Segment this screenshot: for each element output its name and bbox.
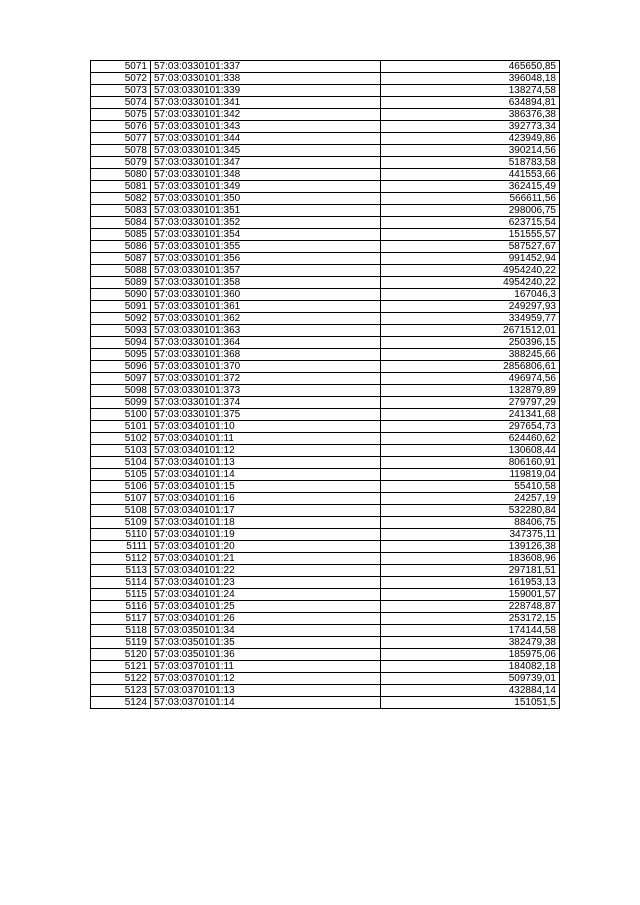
cadastral-number-cell: 57:03:0330101:343 bbox=[151, 121, 381, 133]
row-number-cell: 5106 bbox=[91, 481, 151, 493]
cadastral-number-cell: 57:03:0330101:351 bbox=[151, 205, 381, 217]
table-row bbox=[91, 229, 560, 241]
value-cell: 4954240,22 bbox=[381, 265, 560, 277]
row-number-cell: 5097 bbox=[91, 373, 151, 385]
row-number-cell: 5117 bbox=[91, 613, 151, 625]
value-cell: 253172,15 bbox=[381, 613, 560, 625]
table-row bbox=[91, 181, 560, 193]
cadastral-number-cell: 57:03:0330101:354 bbox=[151, 229, 381, 241]
cadastral-number-cell: 57:03:0330101:345 bbox=[151, 145, 381, 157]
cadastral-number-cell: 57:03:0330101:362 bbox=[151, 313, 381, 325]
value-cell: 24257,19 bbox=[381, 493, 560, 505]
table-row bbox=[91, 517, 560, 529]
row-number-cell: 5081 bbox=[91, 181, 151, 193]
row-number-cell: 5100 bbox=[91, 409, 151, 421]
value-cell: 2856806,61 bbox=[381, 361, 560, 373]
row-number-cell: 5120 bbox=[91, 649, 151, 661]
row-number-cell: 5119 bbox=[91, 637, 151, 649]
table-row bbox=[91, 625, 560, 637]
value-cell: 806160,91 bbox=[381, 457, 560, 469]
cadastral-value-table bbox=[90, 60, 560, 709]
cadastral-number-cell: 57:03:0330101:348 bbox=[151, 169, 381, 181]
table-row bbox=[91, 169, 560, 181]
cadastral-number-cell: 57:03:0340101:20 bbox=[151, 541, 381, 553]
row-number-cell: 5122 bbox=[91, 673, 151, 685]
table-row bbox=[91, 109, 560, 121]
cadastral-number-cell: 57:03:0330101:360 bbox=[151, 289, 381, 301]
cadastral-number-cell: 57:03:0340101:11 bbox=[151, 433, 381, 445]
cadastral-number-cell: 57:03:0340101:16 bbox=[151, 493, 381, 505]
value-cell: 297654,73 bbox=[381, 421, 560, 433]
cadastral-number-cell: 57:03:0340101:13 bbox=[151, 457, 381, 469]
cadastral-number-cell: 57:03:0330101:368 bbox=[151, 349, 381, 361]
table-row bbox=[91, 481, 560, 493]
row-number-cell: 5077 bbox=[91, 133, 151, 145]
table-body bbox=[91, 61, 560, 709]
table-row bbox=[91, 85, 560, 97]
table-row bbox=[91, 157, 560, 169]
table-row bbox=[91, 469, 560, 481]
table-row bbox=[91, 205, 560, 217]
table-row bbox=[91, 121, 560, 133]
cadastral-number-cell: 57:03:0330101:347 bbox=[151, 157, 381, 169]
cadastral-number-cell: 57:03:0340101:25 bbox=[151, 601, 381, 613]
cadastral-number-cell: 57:03:0330101:337 bbox=[151, 61, 381, 73]
value-cell: 991452,94 bbox=[381, 253, 560, 265]
value-cell: 2671512,01 bbox=[381, 325, 560, 337]
cadastral-number-cell: 57:03:0330101:364 bbox=[151, 337, 381, 349]
table-row bbox=[91, 637, 560, 649]
table-row bbox=[91, 409, 560, 421]
table-row bbox=[91, 493, 560, 505]
row-number-cell: 5115 bbox=[91, 589, 151, 601]
value-cell: 465650,85 bbox=[381, 61, 560, 73]
value-cell: 151051,5 bbox=[381, 697, 560, 709]
table-row bbox=[91, 433, 560, 445]
value-cell: 55410,58 bbox=[381, 481, 560, 493]
cadastral-number-cell: 57:03:0330101:373 bbox=[151, 385, 381, 397]
cadastral-number-cell: 57:03:0340101:15 bbox=[151, 481, 381, 493]
value-cell: 298006,75 bbox=[381, 205, 560, 217]
value-cell: 151555,57 bbox=[381, 229, 560, 241]
cadastral-number-cell: 57:03:0330101:370 bbox=[151, 361, 381, 373]
table-row bbox=[91, 145, 560, 157]
cadastral-number-cell: 57:03:0350101:35 bbox=[151, 637, 381, 649]
row-number-cell: 5118 bbox=[91, 625, 151, 637]
row-number-cell: 5098 bbox=[91, 385, 151, 397]
cadastral-number-cell: 57:03:0330101:361 bbox=[151, 301, 381, 313]
cadastral-number-cell: 57:03:0330101:342 bbox=[151, 109, 381, 121]
row-number-cell: 5088 bbox=[91, 265, 151, 277]
row-number-cell: 5089 bbox=[91, 277, 151, 289]
row-number-cell: 5094 bbox=[91, 337, 151, 349]
row-number-cell: 5099 bbox=[91, 397, 151, 409]
table-row bbox=[91, 361, 560, 373]
row-number-cell: 5086 bbox=[91, 241, 151, 253]
value-cell: 279797,29 bbox=[381, 397, 560, 409]
row-number-cell: 5109 bbox=[91, 517, 151, 529]
cadastral-number-cell: 57:03:0330101:358 bbox=[151, 277, 381, 289]
value-cell: 297181,51 bbox=[381, 565, 560, 577]
row-number-cell: 5111 bbox=[91, 541, 151, 553]
cadastral-number-cell: 57:03:0370101:13 bbox=[151, 685, 381, 697]
table-row bbox=[91, 97, 560, 109]
row-number-cell: 5084 bbox=[91, 217, 151, 229]
value-cell: 167046,3 bbox=[381, 289, 560, 301]
table-row bbox=[91, 337, 560, 349]
value-cell: 183608,96 bbox=[381, 553, 560, 565]
table-row bbox=[91, 301, 560, 313]
row-number-cell: 5102 bbox=[91, 433, 151, 445]
row-number-cell: 5116 bbox=[91, 601, 151, 613]
row-number-cell: 5104 bbox=[91, 457, 151, 469]
value-cell: 509739,01 bbox=[381, 673, 560, 685]
value-cell: 386376,38 bbox=[381, 109, 560, 121]
table-row bbox=[91, 577, 560, 589]
row-number-cell: 5095 bbox=[91, 349, 151, 361]
cadastral-number-cell: 57:03:0330101:363 bbox=[151, 325, 381, 337]
table-row bbox=[91, 445, 560, 457]
table-row bbox=[91, 697, 560, 709]
value-cell: 532280,84 bbox=[381, 505, 560, 517]
cadastral-number-cell: 57:03:0350101:34 bbox=[151, 625, 381, 637]
cadastral-number-cell: 57:03:0340101:10 bbox=[151, 421, 381, 433]
table-row bbox=[91, 349, 560, 361]
cadastral-number-cell: 57:03:0340101:21 bbox=[151, 553, 381, 565]
table-row bbox=[91, 61, 560, 73]
table-row bbox=[91, 553, 560, 565]
value-cell: 587527,67 bbox=[381, 241, 560, 253]
row-number-cell: 5110 bbox=[91, 529, 151, 541]
cadastral-number-cell: 57:03:0330101:339 bbox=[151, 85, 381, 97]
table-row bbox=[91, 421, 560, 433]
table-row bbox=[91, 313, 560, 325]
cadastral-number-cell: 57:03:0370101:11 bbox=[151, 661, 381, 673]
cadastral-number-cell: 57:03:0350101:36 bbox=[151, 649, 381, 661]
cadastral-number-cell: 57:03:0340101:19 bbox=[151, 529, 381, 541]
row-number-cell: 5083 bbox=[91, 205, 151, 217]
row-number-cell: 5074 bbox=[91, 97, 151, 109]
cadastral-number-cell: 57:03:0340101:24 bbox=[151, 589, 381, 601]
table-row bbox=[91, 289, 560, 301]
value-cell: 634894,81 bbox=[381, 97, 560, 109]
value-cell: 392773,34 bbox=[381, 121, 560, 133]
table-row bbox=[91, 277, 560, 289]
cadastral-number-cell: 57:03:0330101:356 bbox=[151, 253, 381, 265]
row-number-cell: 5121 bbox=[91, 661, 151, 673]
row-number-cell: 5087 bbox=[91, 253, 151, 265]
row-number-cell: 5072 bbox=[91, 73, 151, 85]
table-row bbox=[91, 649, 560, 661]
cadastral-number-cell: 57:03:0330101:375 bbox=[151, 409, 381, 421]
cadastral-number-cell: 57:03:0330101:338 bbox=[151, 73, 381, 85]
value-cell: 566611,56 bbox=[381, 193, 560, 205]
value-cell: 518783,58 bbox=[381, 157, 560, 169]
value-cell: 139126,38 bbox=[381, 541, 560, 553]
value-cell: 184082,18 bbox=[381, 661, 560, 673]
row-number-cell: 5091 bbox=[91, 301, 151, 313]
value-cell: 334959,77 bbox=[381, 313, 560, 325]
value-cell: 159001,57 bbox=[381, 589, 560, 601]
row-number-cell: 5080 bbox=[91, 169, 151, 181]
value-cell: 88406,75 bbox=[381, 517, 560, 529]
row-number-cell: 5114 bbox=[91, 577, 151, 589]
table-row bbox=[91, 325, 560, 337]
row-number-cell: 5124 bbox=[91, 697, 151, 709]
row-number-cell: 5073 bbox=[91, 85, 151, 97]
value-cell: 496974,56 bbox=[381, 373, 560, 385]
row-number-cell: 5092 bbox=[91, 313, 151, 325]
value-cell: 250396,15 bbox=[381, 337, 560, 349]
cadastral-number-cell: 57:03:0330101:355 bbox=[151, 241, 381, 253]
row-number-cell: 5101 bbox=[91, 421, 151, 433]
value-cell: 119819,04 bbox=[381, 469, 560, 481]
cadastral-number-cell: 57:03:0340101:26 bbox=[151, 613, 381, 625]
table-row bbox=[91, 601, 560, 613]
value-cell: 441553,66 bbox=[381, 169, 560, 181]
value-cell: 185975,06 bbox=[381, 649, 560, 661]
table-row bbox=[91, 193, 560, 205]
row-number-cell: 5123 bbox=[91, 685, 151, 697]
table-row bbox=[91, 565, 560, 577]
row-number-cell: 5071 bbox=[91, 61, 151, 73]
cadastral-number-cell: 57:03:0330101:374 bbox=[151, 397, 381, 409]
value-cell: 4954240,22 bbox=[381, 277, 560, 289]
cadastral-number-cell: 57:03:0340101:18 bbox=[151, 517, 381, 529]
row-number-cell: 5107 bbox=[91, 493, 151, 505]
table-row bbox=[91, 505, 560, 517]
value-cell: 241341,68 bbox=[381, 409, 560, 421]
row-number-cell: 5076 bbox=[91, 121, 151, 133]
cadastral-number-cell: 57:03:0340101:22 bbox=[151, 565, 381, 577]
value-cell: 390214,56 bbox=[381, 145, 560, 157]
table-row bbox=[91, 217, 560, 229]
value-cell: 132879,89 bbox=[381, 385, 560, 397]
value-cell: 161953,13 bbox=[381, 577, 560, 589]
value-cell: 624460,62 bbox=[381, 433, 560, 445]
cadastral-number-cell: 57:03:0340101:17 bbox=[151, 505, 381, 517]
table-row bbox=[91, 661, 560, 673]
value-cell: 130608,44 bbox=[381, 445, 560, 457]
row-number-cell: 5113 bbox=[91, 565, 151, 577]
value-cell: 174144,58 bbox=[381, 625, 560, 637]
cadastral-number-cell: 57:03:0330101:372 bbox=[151, 373, 381, 385]
table-row bbox=[91, 73, 560, 85]
value-cell: 382479,38 bbox=[381, 637, 560, 649]
cadastral-number-cell: 57:03:0370101:12 bbox=[151, 673, 381, 685]
cadastral-number-cell: 57:03:0330101:352 bbox=[151, 217, 381, 229]
table-row bbox=[91, 385, 560, 397]
table-row bbox=[91, 373, 560, 385]
row-number-cell: 5093 bbox=[91, 325, 151, 337]
cadastral-number-cell: 57:03:0330101:350 bbox=[151, 193, 381, 205]
table-row bbox=[91, 673, 560, 685]
value-cell: 362415,49 bbox=[381, 181, 560, 193]
table-row bbox=[91, 397, 560, 409]
cadastral-number-cell: 57:03:0330101:349 bbox=[151, 181, 381, 193]
row-number-cell: 5096 bbox=[91, 361, 151, 373]
row-number-cell: 5075 bbox=[91, 109, 151, 121]
table-row bbox=[91, 457, 560, 469]
value-cell: 396048,18 bbox=[381, 73, 560, 85]
row-number-cell: 5105 bbox=[91, 469, 151, 481]
value-cell: 249297,93 bbox=[381, 301, 560, 313]
row-number-cell: 5082 bbox=[91, 193, 151, 205]
table-row bbox=[91, 133, 560, 145]
table-row bbox=[91, 265, 560, 277]
cadastral-number-cell: 57:03:0330101:341 bbox=[151, 97, 381, 109]
row-number-cell: 5090 bbox=[91, 289, 151, 301]
value-cell: 423949,86 bbox=[381, 133, 560, 145]
row-number-cell: 5085 bbox=[91, 229, 151, 241]
cadastral-number-cell: 57:03:0370101:14 bbox=[151, 697, 381, 709]
value-cell: 623715,54 bbox=[381, 217, 560, 229]
table-row bbox=[91, 589, 560, 601]
value-cell: 388245,66 bbox=[381, 349, 560, 361]
row-number-cell: 5112 bbox=[91, 553, 151, 565]
cadastral-number-cell: 57:03:0330101:357 bbox=[151, 265, 381, 277]
row-number-cell: 5108 bbox=[91, 505, 151, 517]
table-row bbox=[91, 613, 560, 625]
table-row bbox=[91, 685, 560, 697]
row-number-cell: 5103 bbox=[91, 445, 151, 457]
value-cell: 347375,11 bbox=[381, 529, 560, 541]
row-number-cell: 5078 bbox=[91, 145, 151, 157]
table-row bbox=[91, 541, 560, 553]
cadastral-number-cell: 57:03:0340101:12 bbox=[151, 445, 381, 457]
row-number-cell: 5079 bbox=[91, 157, 151, 169]
cadastral-number-cell: 57:03:0340101:23 bbox=[151, 577, 381, 589]
table-row bbox=[91, 241, 560, 253]
cadastral-number-cell: 57:03:0340101:14 bbox=[151, 469, 381, 481]
value-cell: 138274,58 bbox=[381, 85, 560, 97]
table-row bbox=[91, 253, 560, 265]
value-cell: 228748,87 bbox=[381, 601, 560, 613]
cadastral-number-cell: 57:03:0330101:344 bbox=[151, 133, 381, 145]
table-row bbox=[91, 529, 560, 541]
value-cell: 432884,14 bbox=[381, 685, 560, 697]
